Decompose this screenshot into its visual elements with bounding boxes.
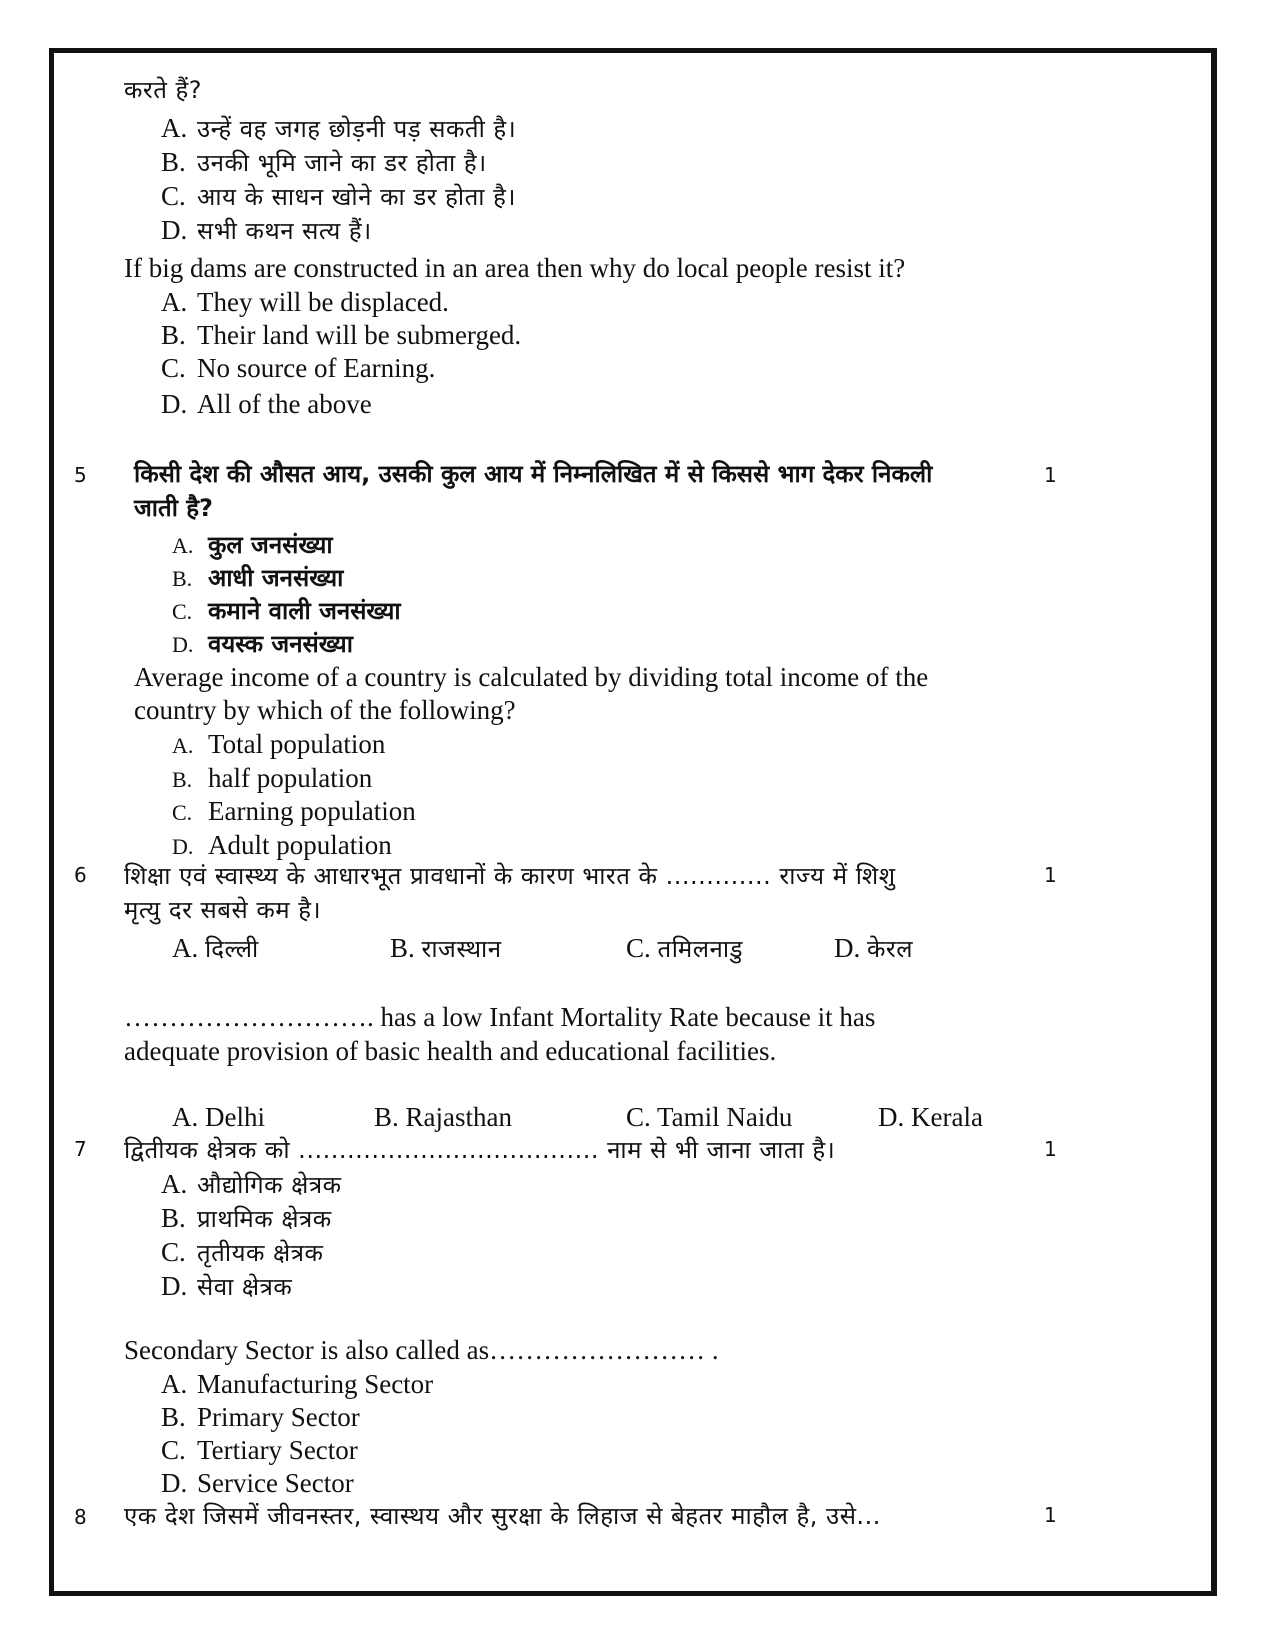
q4-hindi-option-b: B. उनकी भूमि जाने का डर होता है। — [161, 147, 487, 177]
q7-english-option-b: B. Primary Sector — [161, 1402, 360, 1432]
q5-english-option-d: D. Adult population — [172, 830, 392, 860]
q4-english-stem: If big dams are constructed in an area then why do local people resist it? — [124, 253, 906, 283]
q6-hindi-option-b: B. राजस्थान — [390, 933, 502, 963]
q5-hindi-stem-line1: किसी देश की औसत आय, उसकी कुल आय में निम्नलिखित में से किससे भाग देकर निकली — [134, 460, 933, 488]
q6-marks: 1 — [1044, 863, 1057, 887]
q7-hindi-option-d: D. सेवा क्षेत्रक — [161, 1271, 293, 1301]
q5-hindi-option-d: D. वयस्क जनसंख्या — [172, 630, 353, 658]
q5-hindi-option-c: C. कमाने वाली जनसंख्या — [172, 597, 401, 625]
q6-hindi-option-d: D. केरल — [834, 933, 914, 963]
q7-hindi-option-b: B. प्राथमिक क्षेत्रक — [161, 1203, 332, 1233]
q5-hindi-stem-line2: जाती है? — [134, 494, 213, 522]
q7-hindi-option-c: C. तृतीयक क्षेत्रक — [161, 1237, 324, 1267]
q5-english-option-a: A. Total population — [172, 729, 386, 759]
q5-english-stem-line1: Average income of a country is calculated by dividing total income of the — [134, 662, 929, 692]
q4-hindi-option-a: A. उन्हें वह जगह छोड़नी पड़ सकती है। — [161, 113, 517, 143]
q4-hindi-option-d: D. सभी कथन सत्य हैं। — [161, 215, 372, 245]
q5-hindi-option-a: A. कुल जनसंख्या — [172, 531, 333, 559]
q7-marks: 1 — [1044, 1137, 1057, 1161]
q6-hindi-stem-line1: शिक्षा एवं स्वास्थ्य के आधारभूत प्रावधानों के कारण भारत के ............. राज्य में शिशु — [124, 862, 896, 890]
q4-english-option-c: C. No source of Earning. — [161, 353, 436, 383]
q7-english-option-d: D. Service Sector — [161, 1468, 354, 1498]
q6-hindi-options-row — [0, 932, 1275, 966]
q8-marks: 1 — [1044, 1503, 1057, 1527]
q6-english-option-b: B. Rajasthan — [374, 1102, 512, 1132]
q4-english-option-a: A. They will be displaced. — [161, 287, 449, 317]
q7-hindi-stem: द्वितीयक क्षेत्रक को ..................................... नाम से भी जाना जाता है। — [124, 1136, 836, 1164]
q5-english-option-c: C. Earning population — [172, 796, 416, 826]
q6-hindi-option-a: A. दिल्ली — [172, 933, 259, 963]
q7-english-option-a: A. Manufacturing Sector — [161, 1369, 434, 1399]
q7-english-option-c: C. Tertiary Sector — [161, 1435, 358, 1465]
q5-hindi-option-b: B. आधी जनसंख्या — [172, 564, 344, 592]
q6-english-stem-line1: ………………………. has a low Infant Mortality Rate because it has — [124, 1002, 876, 1032]
q4-hindi-stem-tail: करते हैं? — [124, 76, 203, 104]
q6-english-option-a: A. Delhi — [172, 1102, 265, 1132]
q4-english-option-d: D. All of the above — [161, 389, 372, 419]
q5-english-option-b: B. half population — [172, 763, 373, 793]
q5-marks: 1 — [1044, 463, 1057, 487]
q8-number: 8 — [74, 1505, 87, 1529]
q6-hindi-option-c: C. तमिलनाडु — [626, 933, 743, 963]
q6-number: 6 — [74, 863, 87, 887]
q7-english-stem: Secondary Sector is also called as…………………… . — [124, 1335, 719, 1365]
q4-hindi-option-c: C. आय के साधन खोने का डर होता है। — [161, 181, 516, 211]
q6-english-stem-line2: adequate provision of basic health and educational facilities. — [124, 1036, 777, 1066]
q4-english-option-b: B. Their land will be submerged. — [161, 320, 522, 350]
q6-english-options-row — [0, 1101, 1275, 1135]
q5-english-stem-line2: country by which of the following? — [134, 695, 516, 725]
q8-hindi-stem: एक देश जिसमें जीवनस्तर, स्वास्थय और सुरक्षा के लिहाज से बेहतर माहौल है, उसे... — [124, 1502, 881, 1530]
q6-english-option-d: D. Kerala — [878, 1102, 983, 1132]
q6-english-option-c: C. Tamil Naidu — [626, 1102, 793, 1132]
q7-number: 7 — [74, 1137, 87, 1161]
q5-number: 5 — [74, 463, 87, 487]
q6-hindi-stem-line2: मृत्यु दर सबसे कम है। — [124, 896, 322, 924]
q7-hindi-option-a: A. औद्योगिक क्षेत्रक — [161, 1169, 342, 1199]
